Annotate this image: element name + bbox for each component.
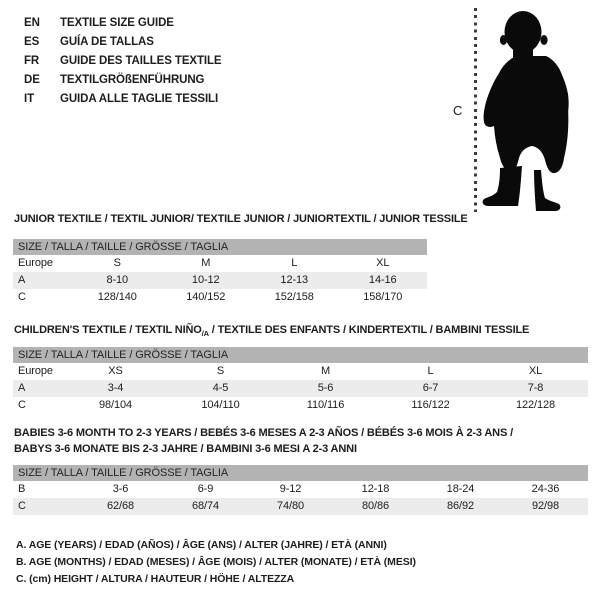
size-cell: 68/74 bbox=[191, 500, 220, 512]
size-cell: 3-6 bbox=[112, 483, 129, 495]
footnote-a: A. AGE (YEARS) / EDAD (AÑOS) / ÂGE (ANS) / ALTER (JAHRE) / ETÀ (ANNI) bbox=[16, 539, 387, 551]
row-label: C bbox=[18, 500, 26, 512]
table-row bbox=[13, 481, 588, 498]
size-cell: 86/92 bbox=[446, 500, 475, 512]
size-cell: 9-12 bbox=[279, 483, 302, 495]
row-label: B bbox=[18, 483, 26, 495]
size-cell: 12-18 bbox=[361, 483, 390, 495]
language-label: GUIDA ALLE TAGLIE TESSILI bbox=[60, 93, 219, 105]
size-cell: 14-16 bbox=[368, 274, 397, 286]
language-row bbox=[24, 33, 222, 52]
children-section-title bbox=[14, 324, 529, 338]
size-cell: XS bbox=[108, 365, 123, 377]
size-cell: S bbox=[216, 365, 225, 377]
row-label: C bbox=[18, 399, 26, 411]
language-label: TEXTILGRÖßENFÜHRUNG bbox=[60, 74, 205, 86]
size-cell: 80/86 bbox=[361, 500, 390, 512]
size-cell: 92/98 bbox=[531, 500, 560, 512]
size-cell: XL bbox=[376, 257, 390, 269]
children-title-sub: /A bbox=[201, 329, 209, 339]
size-cell: M bbox=[320, 365, 331, 377]
size-cell: 5-6 bbox=[317, 382, 334, 394]
junior-section-title: JUNIOR TEXTILE / TEXTIL JUNIOR/ TEXTILE JUNIOR / JUNIORTEXTIL / JUNIOR TESSILE bbox=[14, 213, 468, 225]
size-cell: 7-8 bbox=[527, 382, 544, 394]
table-row bbox=[13, 255, 427, 272]
children-title-pre: CHILDREN'S TEXTILE / TEXTIL NIÑO bbox=[14, 324, 202, 336]
size-cell: 110/116 bbox=[306, 399, 345, 411]
babies-title-line2: BABYS 3-6 MONATE BIS 2-3 JAHRE / BAMBINI 3-6 MESI A 2-3 ANNI bbox=[14, 443, 357, 455]
size-cell: 6-9 bbox=[197, 483, 214, 495]
toddler-silhouette-icon bbox=[480, 0, 600, 212]
babies-title-line1: BABIES 3-6 MONTH TO 2-3 YEARS / BEBÉS 3-6 MESES A 2-3 AÑOS / BÉBÉS 3-6 MOIS À 2-3 ANS / bbox=[14, 427, 513, 439]
row-label: Europe bbox=[18, 257, 53, 269]
table-row bbox=[13, 397, 588, 414]
size-cell: 3-4 bbox=[107, 382, 124, 394]
row-label: A bbox=[18, 382, 26, 394]
language-label: TEXTILE SIZE GUIDE bbox=[60, 17, 174, 29]
size-cell: 116/122 bbox=[411, 399, 450, 411]
size-cell: 140/152 bbox=[186, 291, 226, 303]
size-cell: 62/68 bbox=[106, 500, 135, 512]
row-label: C bbox=[18, 291, 26, 303]
size-cell: 74/80 bbox=[276, 500, 305, 512]
table-row bbox=[13, 289, 427, 306]
language-label: GUIDE DES TAILLES TEXTILE bbox=[60, 55, 222, 67]
size-cell: 152/158 bbox=[274, 291, 314, 303]
junior-size-table bbox=[13, 239, 427, 306]
footnote-c: C. (cm) HEIGHT / ALTURA / HAUTEUR / HÖHE / ALTEZZA bbox=[16, 573, 295, 585]
size-cell: S bbox=[113, 257, 121, 269]
size-cell: 10-12 bbox=[191, 274, 220, 286]
size-cell: 18-24 bbox=[446, 483, 475, 495]
table-row bbox=[13, 498, 588, 515]
size-cell: 6-7 bbox=[422, 382, 439, 394]
table-row bbox=[13, 380, 588, 397]
children-title-post: / TEXTILE DES ENFANTS / KINDERTEXTIL / BAMBINI TESSILE bbox=[208, 324, 530, 336]
babies-size-table bbox=[13, 465, 588, 515]
size-cell: 98/104 bbox=[98, 399, 133, 411]
babies-section-title bbox=[14, 425, 513, 457]
size-cell: 12-13 bbox=[280, 274, 309, 286]
size-cell: 158/170 bbox=[363, 291, 403, 303]
size-cell: 8-10 bbox=[106, 274, 129, 286]
table-header-bar: SIZE / TALLA / TAILLE / GRÖSSE / TAGLIA bbox=[13, 347, 588, 363]
size-cell: L bbox=[427, 365, 434, 377]
language-code: DE bbox=[24, 74, 40, 86]
size-cell: 24-36 bbox=[531, 483, 560, 495]
height-measure-label: C bbox=[453, 103, 463, 118]
size-cell: 104/110 bbox=[201, 399, 240, 411]
size-cell: L bbox=[291, 257, 298, 269]
table-row bbox=[13, 272, 427, 289]
language-row bbox=[24, 90, 222, 109]
size-cell: 128/140 bbox=[97, 291, 137, 303]
language-code: FR bbox=[24, 55, 40, 67]
language-list bbox=[24, 14, 222, 109]
height-measure-dotted-line bbox=[474, 8, 477, 212]
table-row bbox=[13, 363, 588, 380]
language-row bbox=[24, 52, 222, 71]
size-cell: XL bbox=[528, 365, 543, 377]
language-row bbox=[24, 14, 222, 33]
footnote-b: B. AGE (MONTHS) / EDAD (MESES) / ÂGE (MOIS) / ALTER (MONATE) / ETÀ (MESI) bbox=[16, 556, 416, 568]
size-cell: 4-5 bbox=[212, 382, 229, 394]
language-code: ES bbox=[24, 36, 40, 48]
footnotes bbox=[16, 537, 416, 588]
row-label: A bbox=[18, 274, 26, 286]
table-header-bar: SIZE / TALLA / TAILLE / GRÖSSE / TAGLIA bbox=[13, 465, 588, 481]
language-row bbox=[24, 71, 222, 90]
children-size-table bbox=[13, 347, 588, 414]
language-code: EN bbox=[24, 17, 40, 29]
language-code: IT bbox=[24, 93, 35, 105]
size-cell: 122/128 bbox=[515, 399, 556, 411]
table-header-bar: SIZE / TALLA / TAILLE / GRÖSSE / TAGLIA bbox=[13, 239, 427, 255]
language-label: GUÍA DE TALLAS bbox=[60, 36, 154, 48]
size-cell: M bbox=[201, 257, 211, 269]
row-label: Europe bbox=[18, 365, 53, 377]
